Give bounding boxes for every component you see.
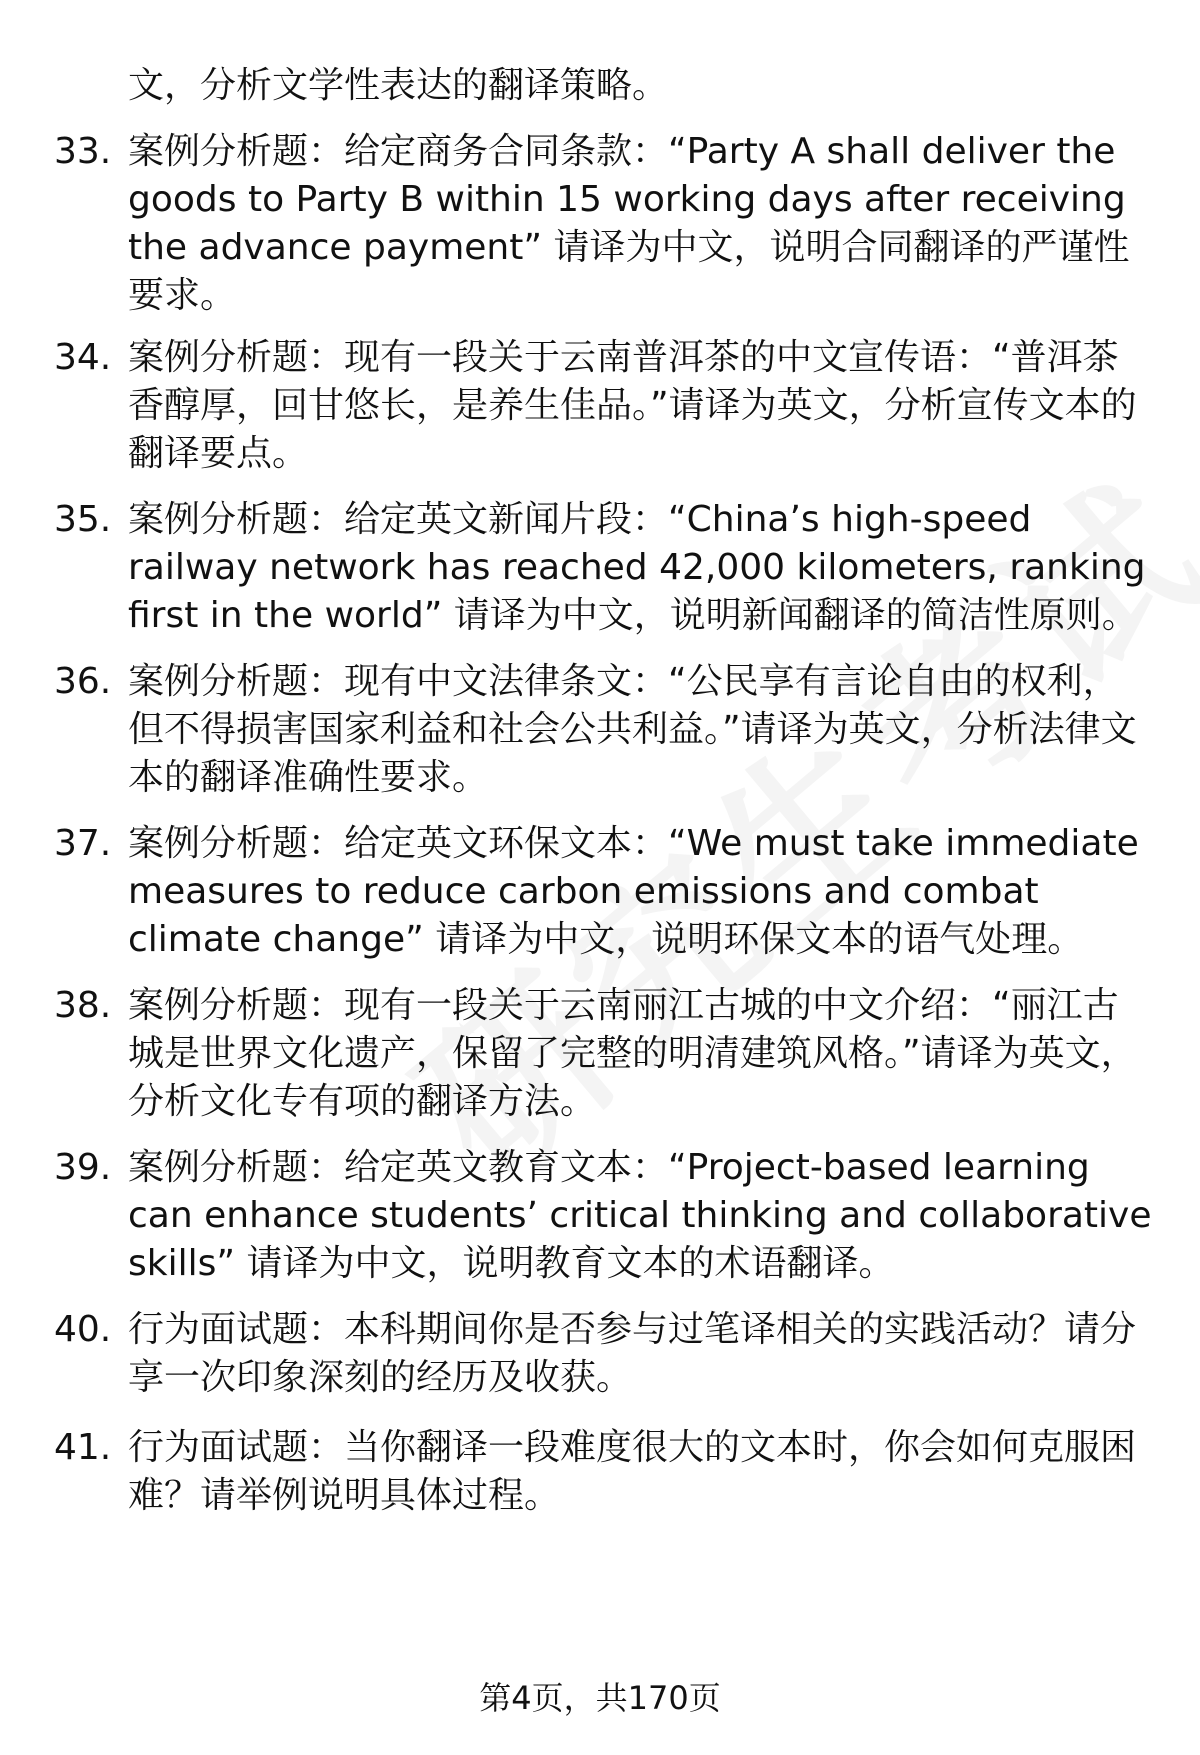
question-text: 案例分析题：现有中文法律条文：“公民享有言论自由的权利，但不得损害国家利益和社会公共利益。”请译为英文，分析法律文本的翻译准确性要求。	[128, 661, 1137, 798]
question-number: 36.	[54, 661, 112, 702]
question-number: 33.	[54, 131, 112, 172]
question-text: 行为面试题：当你翻译一段难度很大的文本时，你会如何克服困难？请举例说明具体过程。	[128, 1427, 1137, 1516]
question-number: 37.	[54, 823, 112, 864]
question-number: 38.	[54, 985, 112, 1026]
continued-question-text: 文，分析文学性表达的翻译策略。	[128, 65, 669, 106]
question-text: 案例分析题：给定英文教育文本：“Project-based learning can enhance students’ critical thinking and collaborative skills” 请译为中文，说明教育文本的术语翻译。	[128, 1147, 1152, 1284]
question-number: 41.	[54, 1427, 112, 1468]
question-text: 行为面试题：本科期间你是否参与过笔译相关的实践活动？请分享一次印象深刻的经历及收获。	[128, 1309, 1137, 1398]
question-number: 34.	[54, 337, 112, 378]
question-number: 35.	[54, 499, 112, 540]
question-number: 40.	[54, 1309, 112, 1350]
page-footer: 第4页，共170页	[479, 1679, 721, 1717]
question-text: 案例分析题：现有一段关于云南丽江古城的中文介绍：“丽江古城是世界文化遗产，保留了完整的明清建筑风格。”请译为英文，分析文化专有项的翻译方法。	[128, 985, 1137, 1122]
question-text: 案例分析题：给定商务合同条款：“Party A shall deliver the goods to Party B within 15 working days after receiving the advance payment” 请译为中文，说明合同翻译的严谨性要求。	[128, 131, 1130, 316]
question-text: 案例分析题：给定英文新闻片段：“China’s high-speed railway network has reached 42,000 kilometers, ranking first in the world” 请译为中文，说明新闻翻译的简洁性原则。	[128, 499, 1146, 636]
question-text: 案例分析题：现有一段关于云南普洱茶的中文宣传语：“普洱茶香醇厚，回甘悠长，是养生佳品。”请译为英文，分析宣传文本的翻译要点。	[128, 337, 1137, 474]
question-text: 案例分析题：给定英文环保文本：“We must take immediate measures to reduce carbon emissions and combat climate change” 请译为中文，说明环保文本的语气处理。	[128, 823, 1139, 960]
question-number: 39.	[54, 1147, 112, 1188]
